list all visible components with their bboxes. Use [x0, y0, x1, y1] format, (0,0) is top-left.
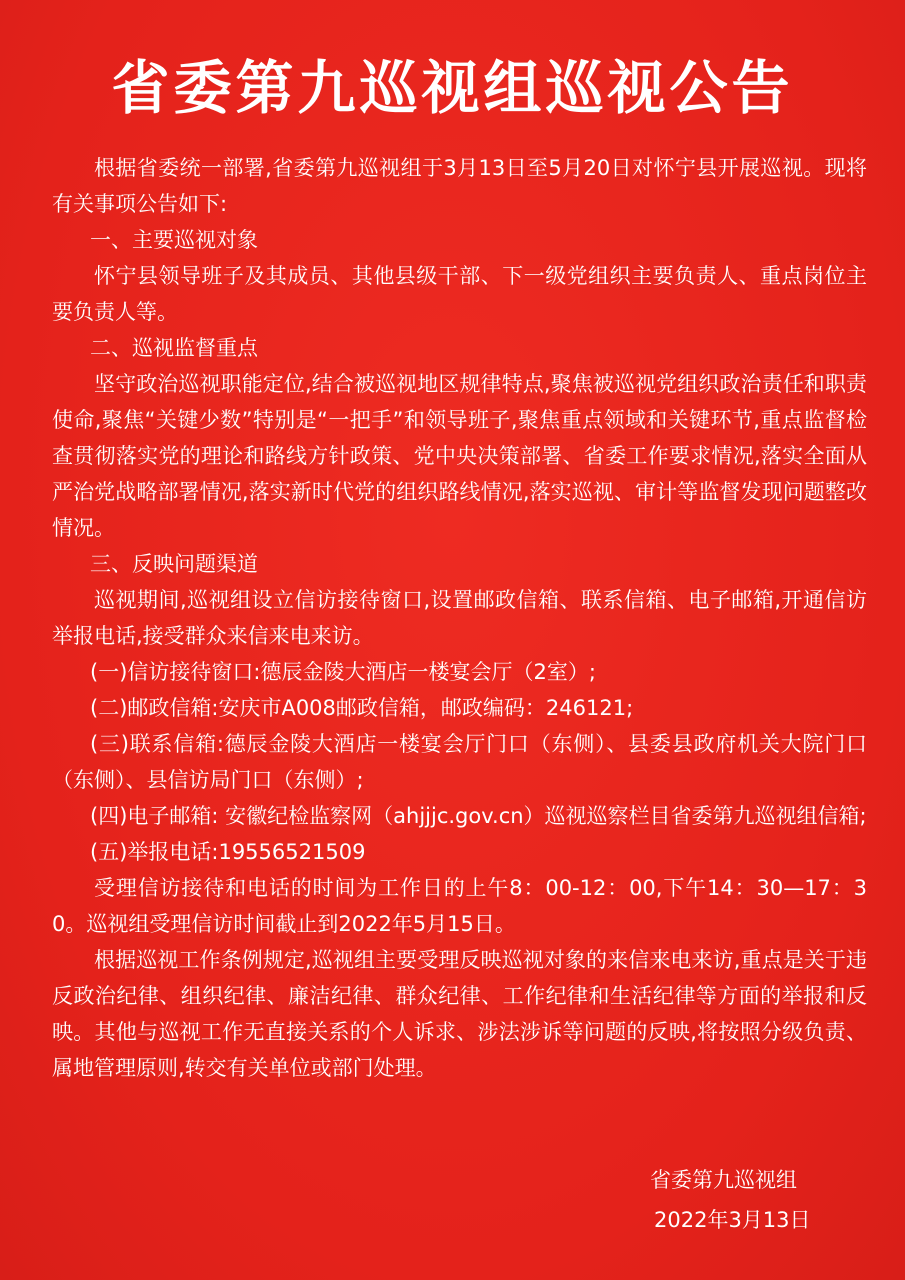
channel-item-postal-box: (二)邮政信箱:安庆市A008邮政信箱，邮政编码：246121;: [90, 696, 634, 720]
channel-item-phone: (五)举报电话:19556521509: [90, 840, 366, 864]
signature-date: 2022年3月13日: [654, 1208, 811, 1232]
channel-item-contact-box: (三)联系信箱:德辰金陵大酒店一楼宴会厅门口（东侧）、县委县政府机关大院门口（东侧）、县信访局门口（东侧）;: [52, 732, 867, 792]
notice-title: 省委第九巡视组巡视公告: [111, 54, 794, 122]
section-2-heading: 二、巡视监督重点: [90, 336, 258, 360]
section-1-heading: 一、主要巡视对象: [90, 228, 258, 252]
section-2-text: 坚守政治巡视职能定位,结合被巡视地区规律特点,聚焦被巡视党组织政治责任和职责使命,聚焦“关键少数”特别是“一把手”和领导班子,聚焦重点领域和关键环节,重点监督检查贯彻落实党的理论和路线方针政策、党中央决策部署、省委工作要求情况,落实全面从严治党战略部署情况,落实新时代党的组织路线情况,落实巡视、审计等监督发现问题整改情况。: [52, 372, 867, 540]
intro-paragraph: 根据省委统一部署,省委第九巡视组于3月13日至5月20日对怀宁县开展巡视。现将有关事项公告如下:: [52, 156, 867, 216]
signature-organization: 省委第九巡视组: [650, 1168, 797, 1192]
channel-item-visit-window: (一)信访接待窗口:德辰金陵大酒店一楼宴会厅（2室）;: [90, 660, 596, 684]
section-3-text: 巡视期间,巡视组设立信访接待窗口,设置邮政信箱、联系信箱、电子邮箱,开通信访举报电话,接受群众来信来电来访。: [52, 588, 867, 648]
section-1-text: 怀宁县领导班子及其成员、其他县级干部、下一级党组织主要负责人、重点岗位主要负责人等。: [52, 264, 867, 324]
section-3-heading: 三、反映问题渠道: [90, 552, 258, 576]
notice-body: [52, 150, 867, 1086]
acceptance-scope: 根据巡视工作条例规定,巡视组主要受理反映巡视对象的来信来电来访,重点是关于违反政治纪律、组织纪律、廉洁纪律、群众纪律、工作纪律和生活纪律等方面的举报和反映。其他与巡视工作无直接关系的个人诉求、涉法涉诉等问题的反映,将按照分级负责、属地管理原则,转交有关单位或部门处理。: [52, 948, 867, 1080]
channel-item-email: (四)电子邮箱: 安徽纪检监察网（ahjjjc.gov.cn）巡视巡察栏目省委第九巡视组信箱;: [90, 804, 867, 828]
reception-hours: 受理信访接待和电话的时间为工作日的上午8：00-12：00,下午14：30—17：30。巡视组受理信访时间截止到2022年5月15日。: [52, 876, 867, 936]
